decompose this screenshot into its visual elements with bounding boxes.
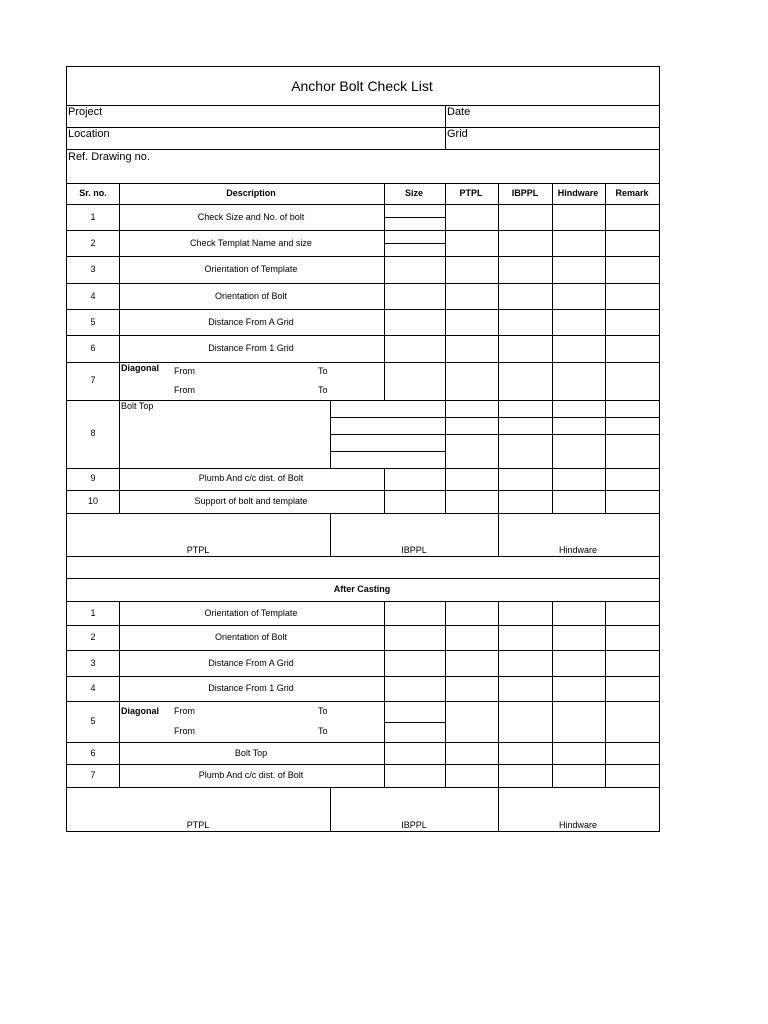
signature-label: IBPPL [401,820,427,830]
diagonal-label: Diagonal [121,363,160,373]
from-label: From [174,726,195,736]
signature-divider [498,513,499,556]
signature-divider [330,787,331,831]
column-header: Sr. no. [79,188,107,198]
col-divider [384,468,385,513]
row-desc: Plumb And c/c dist. of Bolt [198,473,304,483]
col-divider [498,183,499,513]
row-line [66,650,660,651]
row-sr: 5 [90,716,96,726]
col-divider [605,183,606,513]
row-line [66,578,660,579]
row-sr: 1 [90,212,96,222]
row-line [66,490,660,491]
row-line [66,742,660,743]
column-header: Description [226,188,276,198]
row-sr: 10 [87,496,99,506]
col-divider [445,183,446,513]
row-line [66,701,660,702]
row-line [66,764,660,765]
to-label: To [318,706,328,716]
row-sr: 7 [90,770,96,780]
signature-label: IBPPL [401,545,427,555]
border-left [66,66,67,832]
row-line [66,335,660,336]
row-line [66,556,660,557]
bolt-top-label: Bolt Top [121,401,154,411]
row-line [66,787,660,788]
column-header: Remark [615,188,649,198]
col-divider [552,601,553,787]
col-divider [605,601,606,787]
row-sr: 8 [90,428,96,438]
row-desc: Orientation of Template [204,264,298,274]
border-bottom [66,831,660,832]
date-label: Date [447,106,471,118]
row-desc: Plumb And c/c dist. of Bolt [198,770,304,780]
row-line [66,183,660,184]
row-line [66,283,660,284]
col-divider [445,601,446,787]
row-line [66,230,660,231]
row-line [66,105,660,106]
border-right [659,66,660,832]
diagonal-label: Diagonal [121,706,160,716]
col-divider [552,183,553,513]
signature-label: PTPL [186,545,210,555]
row-desc: Distance From 1 Grid [208,343,294,353]
header-divider [445,105,446,150]
signature-divider [330,513,331,556]
to-label: To [318,385,328,395]
row-line [66,400,660,401]
from-label: From [174,706,195,716]
row-sr: 5 [90,317,96,327]
grid-label: Grid [447,128,468,140]
row-desc: Orientation of Bolt [214,632,288,642]
border-top [66,66,660,67]
row-sr: 4 [90,683,96,693]
after-casting-title: After Casting [333,584,391,594]
col-divider [498,601,499,787]
row-line [66,468,660,469]
bolt-top-subline [330,451,445,452]
size-subline [384,217,445,218]
row-desc: Orientation of Bolt [214,291,288,301]
row-sr: 7 [90,375,96,385]
col-divider [119,601,120,787]
row-line [66,127,660,128]
row-line [66,204,660,205]
row-desc: Distance From 1 Grid [208,683,294,693]
row-line [66,601,660,602]
row-sr: 6 [90,748,96,758]
project-label: Project [68,106,103,118]
column-header: Hindware [557,188,599,198]
size-subline [384,243,445,244]
col-divider [384,601,385,787]
size-subline [384,722,445,723]
column-header: PTPL [459,188,483,198]
row-line [66,149,660,150]
row-desc: Distance From A Grid [208,658,294,668]
row-line [66,513,660,514]
signature-divider [498,787,499,831]
col-divider [119,183,120,513]
from-label: From [174,366,195,376]
row-sr: 1 [90,608,96,618]
location-label: Location [68,128,110,140]
from-label: From [174,385,195,395]
row-sr: 3 [90,658,96,668]
col-divider [384,183,385,401]
row-sr: 6 [90,343,96,353]
to-label: To [318,366,328,376]
bolt-top-subline [330,417,660,418]
signature-label: PTPL [186,820,210,830]
row-line [66,256,660,257]
row-line [66,676,660,677]
row-sr: 2 [90,632,96,642]
ref-drawing-label: Ref. Drawing no. [68,151,150,163]
column-header: Size [404,188,424,198]
row-sr: 4 [90,291,96,301]
row-desc: Check Size and No. of bolt [197,212,305,222]
row-sr: 3 [90,264,96,274]
row-line [66,625,660,626]
to-label: To [318,726,328,736]
row-desc: Distance From A Grid [208,317,294,327]
row-desc: Check Templat Name and size [190,238,312,248]
row-desc: Orientation of Template [204,608,298,618]
row-desc: Bolt Top [234,748,268,758]
signature-label: Hindware [558,545,598,555]
row-sr: 2 [90,238,96,248]
page-title: Anchor Bolt Check List [291,78,433,94]
row-line [66,309,660,310]
row-desc: Support of bolt and template [194,496,308,506]
row-sr: 9 [90,473,96,483]
bolt-top-subline [330,434,660,435]
signature-label: Hindware [558,820,598,830]
column-header: IBPPL [511,188,539,198]
